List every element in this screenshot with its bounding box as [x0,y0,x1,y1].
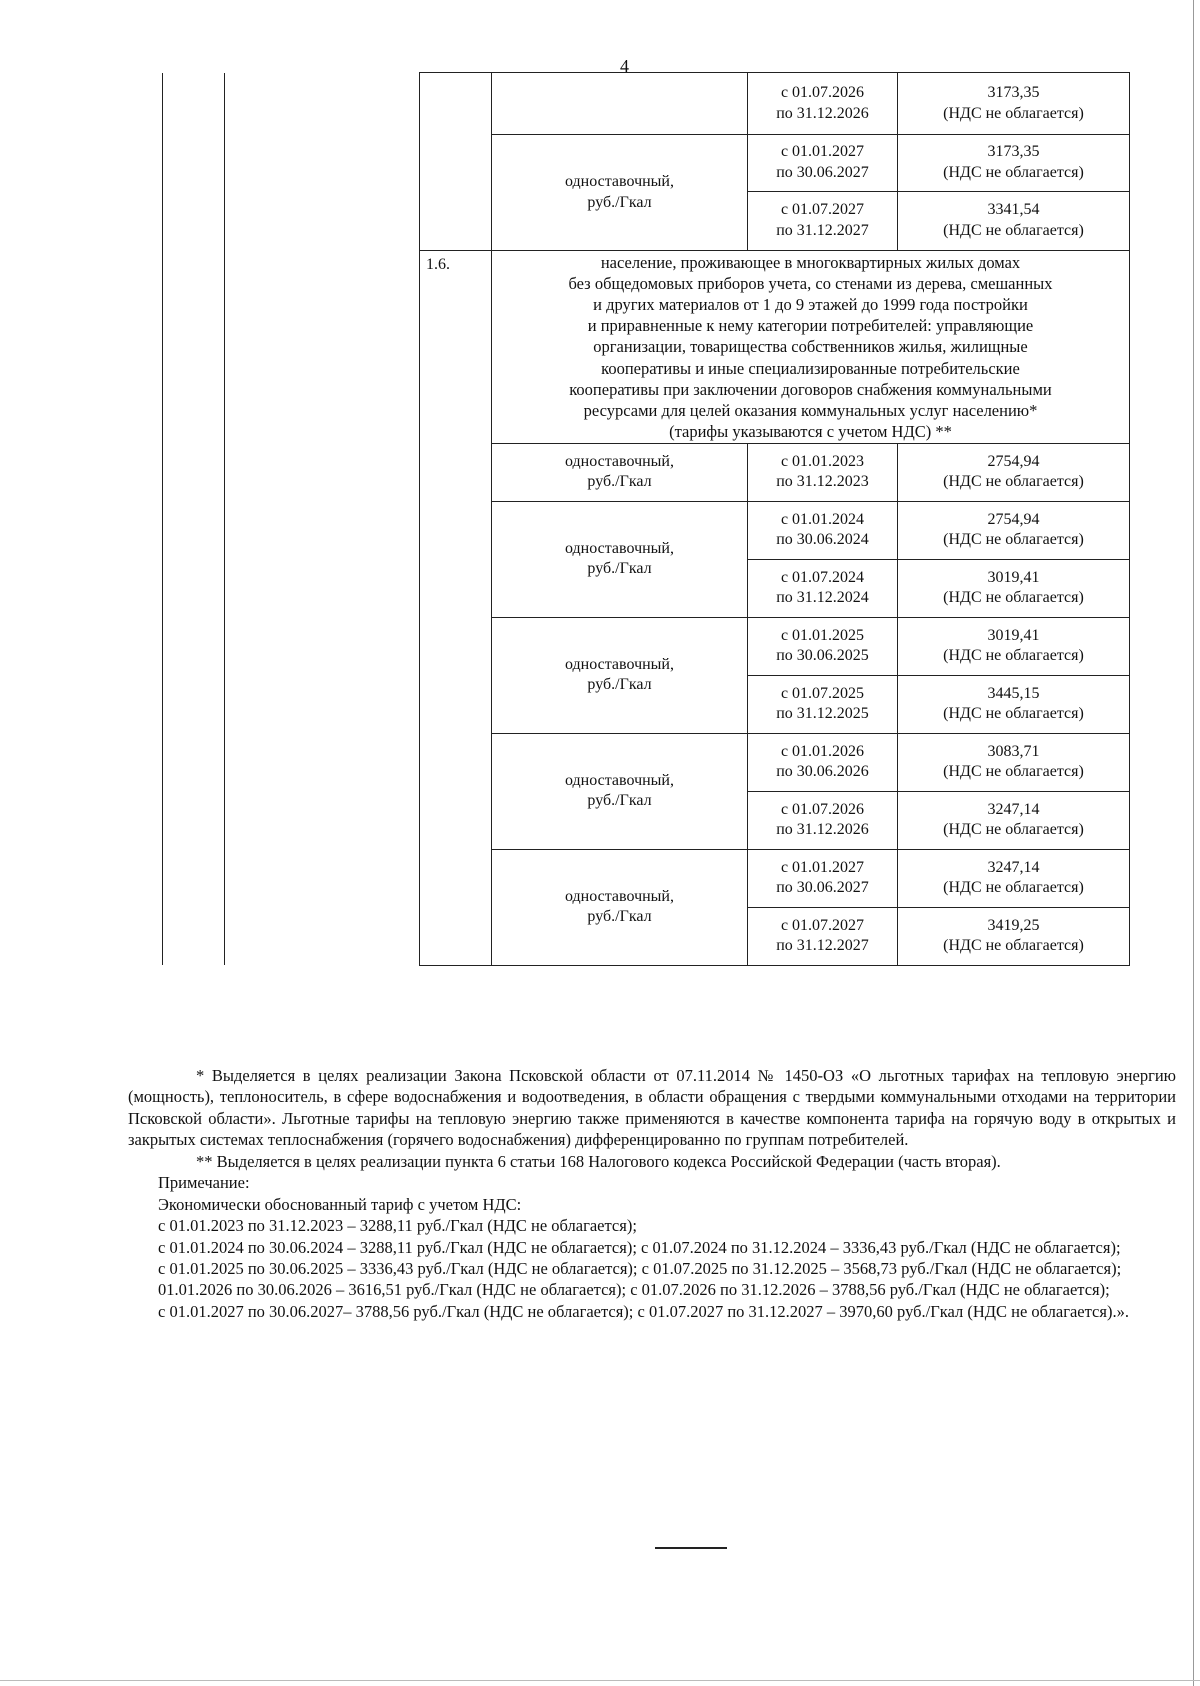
footnote-1: * Выделяется в целях реализации Закона Псковской области от 07.11.2014 № 1450-ОЗ «О льготных тарифах на тепловую энергию (мощность), теплоноситель, в сфере водоснабжения и водоотведения, в области обращения с твердыми коммунальными отходами на территории Псковской области». Льготные тарифы на тепловую энергию также применяются в качестве компонента тарифа на горячую воду в открытых и закрытых системах теплоснабжения (горячего водоснабжения) дифференцированно по группам потребителей. [128,1066,1176,1150]
period-to: по 31.12.2026 [776,104,869,122]
tariff-value: 3247,14 [987,858,1040,876]
period-to: по 31.12.2023 [776,473,869,491]
vat-note: (НДС не облагается) [943,647,1084,665]
period-cell [748,501,898,559]
period-from: с 01.07.2026 [780,83,865,101]
period-cell [748,849,898,907]
tariff-value: 3019,41 [987,568,1040,586]
vat-note: (НДС не облагается) [943,879,1084,897]
tariff-type-cell [492,501,748,617]
tariff-type-cell [492,849,748,965]
scan-edge-right [1193,0,1194,1686]
tariff-value-cell [898,791,1130,849]
tariff-value-cell [898,135,1130,192]
period-to: по 30.06.2024 [776,531,869,549]
period-from: с 01.07.2025 [780,684,865,702]
vat-note: (НДС не облагается) [943,473,1084,491]
note-line: 01.01.2026 по 30.06.2026 – 3616,51 руб./Гкал (НДС не облагается); с 01.07.2026 по 31.12.2026 – 3788,56 руб./Гкал (НДС не облагается); [158,1280,1110,1300]
tariff-value: 2754,94 [987,510,1040,528]
note-line: с 01.01.2027 по 30.06.2027– 3788,56 руб./Гкал (НДС не облагается); с 01.07.2027 по 31.12.2027 – 3970,60 руб./Гкал (НДС не облагается).». [158,1301,1129,1321]
period-to: по 30.06.2027 [776,164,869,181]
tariff-value: 2754,94 [987,452,1040,470]
vat-note: (НДС не облагается) [943,589,1084,607]
tariff-table [162,72,1130,966]
period-to: по 31.12.2027 [776,937,869,955]
tariff-value-cell [898,907,1130,965]
period-from: с 01.01.2027 [780,143,865,161]
tariff-value-cell [898,849,1130,907]
tariff-value-cell [898,443,1130,501]
tariff-value: 3083,71 [987,742,1040,760]
period-to: по 31.12.2024 [776,589,869,607]
tariff-type: одноставочный, руб./Гкал [565,172,674,211]
row-index [420,251,492,966]
period-cell [748,907,898,965]
period-to: по 30.06.2025 [776,647,869,665]
tariff-value: 3173,35 [987,143,1040,161]
period-from: с 01.01.2025 [780,626,865,644]
vat-note: (НДС не облагается) [943,763,1084,781]
period-to: по 30.06.2027 [776,879,869,897]
column-number-cell [163,73,225,966]
tariff-value-cell [898,675,1130,733]
tariff-value-cell [898,192,1130,251]
period-cell [748,733,898,791]
note-line: с 01.01.2023 по 31.12.2023 – 3288,11 руб./Гкал (НДС не облагается); [158,1216,637,1236]
period-from: с 01.01.2026 [780,742,865,760]
vat-note: (НДС не облагается) [943,937,1084,955]
vat-note: (НДС не облагается) [943,164,1084,181]
footnote-2: ** Выделяется в целях реализации пункта 6 статьи 168 Налогового кодекса Российской Федерации (часть вторая). [196,1151,1001,1171]
period-from: с 01.01.2027 [780,858,865,876]
period-cell [748,559,898,617]
period-cell [748,135,898,192]
tariff-type-cell [492,73,748,135]
tariff-value: 3247,14 [987,800,1040,818]
period-cell [748,791,898,849]
consumer-description [492,251,1130,444]
note-line: с 01.01.2024 по 30.06.2024 – 3288,11 руб./Гкал (НДС не облагается); с 01.07.2024 по 31.12.2024 – 3336,43 руб./Гкал (НДС не облагается); [158,1237,1121,1257]
period-cell [748,73,898,135]
table-row [163,73,1130,135]
end-rule [655,1547,727,1549]
tariff-value-cell [898,73,1130,135]
row-index-label: 1.6. [426,256,450,273]
vat-note: (НДС не облагается) [943,821,1084,839]
tariff-value-cell [898,617,1130,675]
period-from: с 01.01.2023 [780,452,865,470]
period-cell [748,443,898,501]
tariff-value: 3173,35 [987,83,1040,101]
note-subtitle: Экономически обоснованный тариф с учетом НДС: [158,1194,522,1214]
column-organization-cell [225,73,420,966]
page-number: 4 [620,56,629,76]
tariff-type: одноставочный, руб./Гкал [565,771,674,810]
tariff-type-cell [492,135,748,251]
column-index-cell [420,73,492,251]
period-from: с 01.07.2026 [780,800,865,818]
tariff-value-cell [898,733,1130,791]
period-cell [748,675,898,733]
note-title: Примечание: [158,1173,250,1193]
tariff-value: 3445,15 [987,684,1040,702]
tariff-value-cell [898,501,1130,559]
tariff-value: 3019,41 [987,626,1040,644]
tariff-table-body [163,73,1130,966]
footnotes [128,1065,1176,1322]
tariff-value: 3341,54 [987,201,1040,219]
period-from: с 01.07.2027 [780,916,865,934]
vat-note: (НДС не облагается) [943,531,1084,549]
tariff-type: одноставочный, руб./Гкал [565,887,674,926]
tariff-type-cell [492,733,748,849]
consumer-description-text: население, проживающее в многоквартирных жилых домах без общедомовых приборов учета, со стенами из дерева, смешанных и других материалов от 1 до 9 этажей до 1999 года постройки и приравненные к нему категории потребителей: управляющие организации, товарищества собственников жилья, жилищные кооперативы и иные специализированные потребительские кооперативы при заключении договоров снабжения коммунальными ресурсами для целей оказания коммунальных услуг населению* (тарифы указываются с учетом НДС) ** [568,253,1053,441]
vat-note: (НДС не облагается) [943,104,1084,122]
period-cell [748,192,898,251]
tariff-value: 3419,25 [987,916,1040,934]
tariff-type-cell [492,443,748,501]
tariff-type: одноставочный, руб./Гкал [565,539,674,578]
note-line: с 01.01.2025 по 30.06.2025 – 3336,43 руб./Гкал (НДС не облагается); с 01.07.2025 по 31.12.2025 – 3568,73 руб./Гкал (НДС не облагается); [158,1258,1122,1278]
tariff-type: одноставочный, руб./Гкал [565,655,674,694]
period-to: по 30.06.2026 [776,763,869,781]
period-to: по 31.12.2026 [776,821,869,839]
period-to: по 31.12.2025 [776,705,869,723]
tariff-type: одноставочный, руб./Гкал [565,452,674,491]
period-from: с 01.07.2027 [780,201,865,219]
period-to: по 31.12.2027 [776,222,869,239]
vat-note: (НДС не облагается) [943,705,1084,723]
period-from: с 01.01.2024 [780,510,865,528]
tariff-value-cell [898,559,1130,617]
scan-edge-bottom [0,1680,1200,1681]
vat-note: (НДС не облагается) [943,222,1084,239]
period-from: с 01.07.2024 [780,568,865,586]
period-cell [748,617,898,675]
tariff-type-cell [492,617,748,733]
